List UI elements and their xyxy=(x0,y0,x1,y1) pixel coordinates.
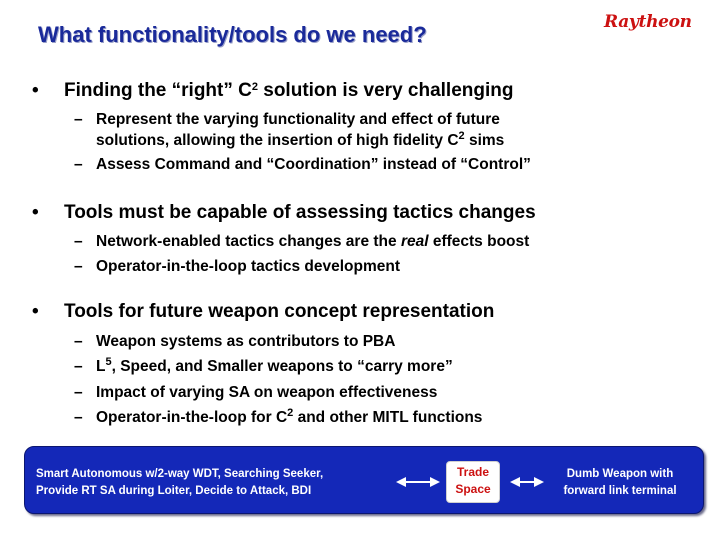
raytheon-logo: Raytheon xyxy=(604,12,692,32)
trade-space-label: Trade Space xyxy=(455,465,491,496)
sub-dash: – xyxy=(74,111,83,128)
emphasis-real: real xyxy=(400,233,429,250)
sub-dash: – xyxy=(74,258,83,275)
sub-2-2: Operator-in-the-loop tactics development xyxy=(96,258,401,275)
spectrum-left-label: Smart Autonomous w/2-way WDT, Searching Seeker, Provide RT SA during Loiter, Decide to Attack, BDI xyxy=(36,468,324,497)
sub-dash: – xyxy=(74,333,83,350)
sub-dash: – xyxy=(74,156,83,173)
sub-1-2: Assess Command and “Coordination” instead of “Control” xyxy=(96,156,531,173)
sub-3-1: Weapon systems as contributors to PBA xyxy=(96,333,396,350)
bullet-3-text: Tools for future weapon concept representation xyxy=(64,301,495,322)
sub-3-4: Operator-in-the-loop for $C^2$ and other MITL functions xyxy=(96,407,483,426)
sub-1-1-line1: Represent the varying functionality and effect of future xyxy=(96,111,500,128)
sub-dash: – xyxy=(74,384,83,401)
sub-1-1-line2: solutions, allowing the insertion of high fidelity $C^2$ sims xyxy=(96,130,505,149)
slide-title: What functionality/tools do we need? xyxy=(38,22,427,47)
sub-3-3: Impact of varying SA on weapon effectiveness xyxy=(96,384,438,401)
bullet-dot: • xyxy=(32,80,39,101)
bullet-1-text: Finding the “right” C xyxy=(64,80,252,101)
sub-dash: – xyxy=(74,233,83,250)
sub-dash: – xyxy=(74,358,83,375)
spectrum-right-label: Dumb Weapon with forward link terminal xyxy=(563,468,677,497)
bullet-dot: • xyxy=(32,301,39,322)
trade-space-box xyxy=(446,461,500,503)
sub-dash: – xyxy=(74,409,83,426)
sub-2-1: Network-enabled tactics changes are the real effects boost xyxy=(96,233,530,250)
bullet-1-text-after: solution is very challenging xyxy=(257,80,514,101)
bullet-2-text: Tools must be capable of assessing tactics changes xyxy=(64,202,536,223)
bullet-dot: • xyxy=(32,202,39,223)
bullet-1-sup: 2 xyxy=(251,81,258,93)
sub-3-2: $L^5$, Speed, and Smaller weapons to “carry more” xyxy=(96,356,453,375)
